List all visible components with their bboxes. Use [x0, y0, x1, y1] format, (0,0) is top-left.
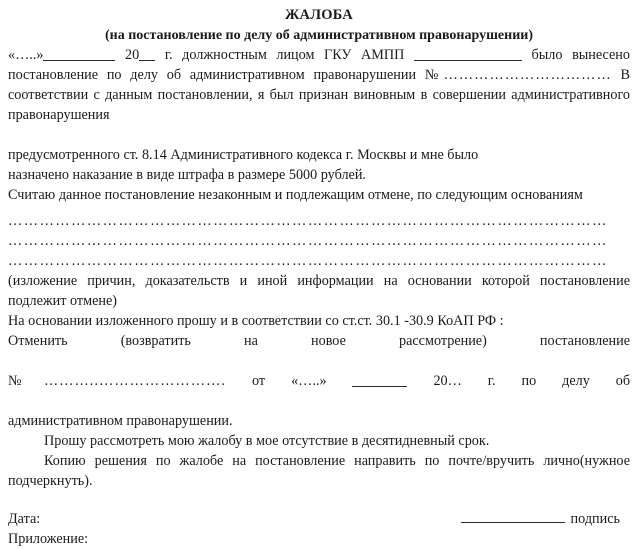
intro-number-dots: ……………………………	[443, 67, 612, 83]
intro-after-number: В соответствии с данным постановлении, я был	[8, 67, 631, 103]
signature-label: подпись	[570, 511, 620, 527]
intro-officer-underline	[414, 60, 522, 61]
request-number-label: №	[8, 373, 44, 389]
grounds-statement: Считаю данное постановление незаконным и подлежащим отмене, по следующим основаниям	[8, 187, 583, 203]
grounds-fill-line-2[interactable]: ……………………………………………………………………………………………………	[8, 233, 608, 249]
intro-line-five: предусмотренного ст. 8.14 Административного кодекса г. Москвы и мне было	[8, 147, 479, 163]
request-action-text: Отменить (возвратить на новое рассмотрение) постановление	[8, 333, 630, 349]
signature-block	[461, 509, 630, 529]
request-basis-line: На основании изложенного прошу и в соответствии со ст.ст. 30.1 -30.9 КоАП РФ :	[8, 313, 504, 329]
intro-year-prefix: 20	[125, 47, 140, 63]
intro-line-six: назначено наказание в виде штрафа в размере 5000 рублей.	[8, 167, 366, 183]
page-subtitle: (на постановление по делу об административном правонарушении)	[104, 28, 533, 43]
intro-was-word: было	[531, 47, 563, 63]
request-tail-line: административном правонарушении.	[8, 413, 233, 429]
page-title: ЖАЛОБА	[285, 7, 353, 23]
attachment-label: Приложение:	[8, 531, 89, 547]
intro-year-underline	[139, 60, 155, 61]
document-footer	[8, 509, 630, 549]
request-number-dots: ………..…………………….	[43, 373, 227, 389]
intro-article-line	[8, 145, 630, 165]
intro-date-blank: «…..»	[8, 47, 44, 63]
intro-paragraph	[8, 45, 630, 145]
intro-line-four: признан виновным в совершении административного правонарушения	[8, 87, 630, 123]
request-date-blank: «…..»	[291, 373, 327, 389]
grounds-fill-line-1[interactable]: ……………………………………………………………………………………………………	[8, 213, 608, 229]
grounds-explanation: (изложение причин, доказательств и иной информации на основании которой постановление подлежит отмене)	[8, 273, 630, 309]
date-label: Дата:	[8, 511, 41, 527]
closing-absence-paragraph: Прошу рассмотреть мою жалобу в мое отсутствие в десятидневный срок.	[44, 433, 490, 449]
request-date-underline	[352, 386, 407, 387]
intro-penalty-line	[8, 165, 630, 185]
signature-underline[interactable]	[461, 522, 565, 523]
intro-number-label: №	[424, 67, 444, 83]
request-number-line	[8, 371, 630, 411]
intro-line-two: вынесено постановление по делу об административном правонарушении	[8, 47, 630, 83]
request-action-line	[8, 331, 630, 371]
request-year-value: 20…	[433, 373, 462, 389]
intro-date-underline	[43, 60, 115, 61]
grounds-fill-line-3[interactable]: ……………………………………………………………………………………………………	[8, 253, 608, 269]
intro-authority-text: г. должностным лицом ГКУ АМПП	[164, 47, 405, 63]
footer-date-signature-row	[8, 509, 630, 529]
request-from-label: от	[252, 373, 266, 389]
request-year-tail: г. по делу об	[487, 373, 631, 389]
closing-copy-paragraph: Копию решения по жалобе на постановление направить по почте/вручить лично(нужное подчеркнуть).	[8, 453, 630, 489]
